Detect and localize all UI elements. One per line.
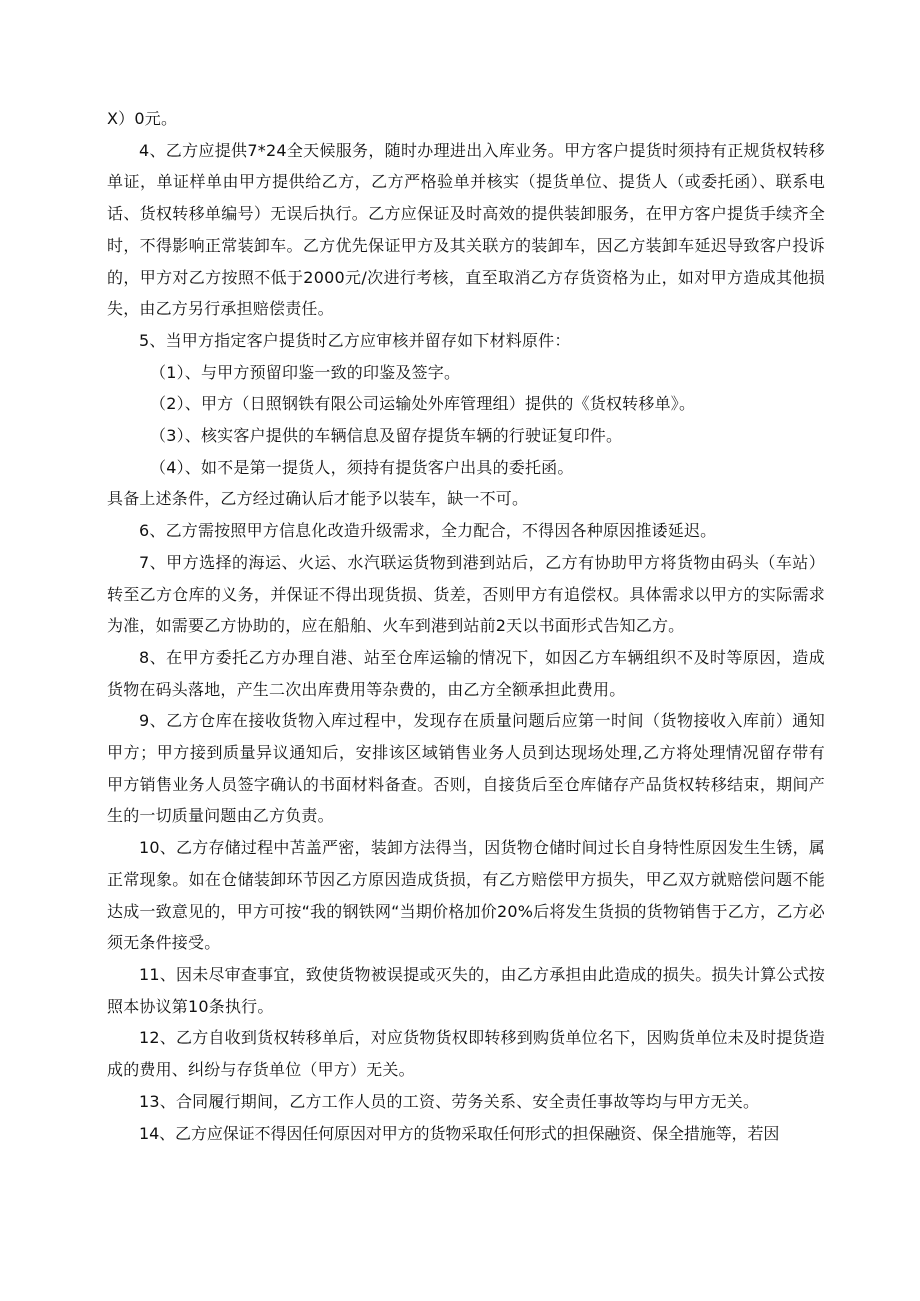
clause-13: 13、合同履行期间，乙方工作人员的工资、劳务关系、安全责任事故等均与甲方无关。 xyxy=(139,1091,760,1111)
paragraph-continuation: X）0元。 xyxy=(107,109,178,128)
clause-4: 4、乙方应提供7*24全天候服务，随时办理进出入库业务。甲方客户提货时须持有正规货权转移单证，单证样单由甲方提供给乙方，乙方严格验单并核实（提货单位、提货人（或委托函）、联系电话、货权转移单编号）无误后执行。乙方应保证及时高效的提供装卸服务，在甲方客户提货手续齐全时，不得影响正常装卸车。乙方优先保证甲方及其关联方的装卸车，因乙方装卸车延迟导致客户投诉的，甲方对乙方按照不低于2000元/次进行考核，直至取消乙方存货资格为止，如对甲方造成其他损失，由乙方另行承担赔偿责任。 xyxy=(107,140,825,319)
clause-5-item-1: （1）、与甲方预留印鉴一致的印鉴及签字。 xyxy=(150,362,461,382)
clause-14: 14、乙方应保证不得因任何原因对甲方的货物采取任何形式的担保融资、保全措施等，若因 xyxy=(139,1123,780,1143)
clause-7: 7、甲方选择的海运、火运、水汽联运货物到港到站后，乙方有协助甲方将货物由码头（车站）转至乙方仓库的义务，并保证不得出现货损、货差，否则甲方有追偿权。具体需求以甲方的实际需求为准，如需要乙方协助的，应在船舶、火车到港到站前2天以书面形式告知乙方。 xyxy=(107,552,825,636)
clause-10: 10、乙方存储过程中苫盖严密，装卸方法得当，因货物仓储时间过长自身特性原因发生生锈，属正常现象。如在仓储装卸环节因乙方原因造成货损，有乙方赔偿甲方损失，甲乙双方就赔偿问题不能达成一致意见的，甲方可按“我的钢铁网“当期价格加价20%后将发生货损的货物销售于乙方，乙方必须无条件接受。 xyxy=(107,838,825,953)
clause-5-summary: 具备上述条件，乙方经过确认后才能予以装车，缺一不可。 xyxy=(107,489,529,509)
clause-5-item-3: （3）、核实客户提供的车辆信息及留存提货车辆的行驶证复印件。 xyxy=(150,426,623,446)
clause-9: 9、乙方仓库在接收货物入库过程中，发现存在质量问题后应第一时间（货物接收入库前）通知甲方；甲方接到质量异议通知后，安排该区域销售业务人员到达现场处理,乙方将处理情况留存带有甲方销售业务人员签字确认的书面材料备查。否则，自接货后至仓库储存产品货权转移结束，期间产生的一切质量问题由乙方负责。 xyxy=(107,711,825,826)
clause-5-item-4: （4）、如不是第一提货人，须持有提货客户出具的委托函。 xyxy=(150,457,574,477)
clause-5: 5、当甲方指定客户提货时乙方应审核并留存如下材料原件： xyxy=(139,330,571,350)
clause-6: 6、乙方需按照甲方信息化改造升级需求，全力配合，不得因各种原因推诿延迟。 xyxy=(139,521,717,541)
clause-8: 8、在甲方委托乙方办理自港、站至仓库运输的情况下，如因乙方车辆组织不及时等原因，造成货物在码头落地，产生二次出库费用等杂费的，由乙方全额承担此费用。 xyxy=(107,647,825,699)
clause-11: 11、因未尽审查事宜，致使货物被误提或灭失的，由乙方承担由此造成的损失。损失计算公式按照本协议第10条执行。 xyxy=(107,964,825,1016)
document-body xyxy=(107,103,825,1149)
clause-5-item-2: （2）、甲方（日照钢铁有限公司运输处外库管理组）提供的《货权转移单》。 xyxy=(150,394,696,414)
clause-12: 12、乙方自收到货权转移单后，对应货物货权即转移到购货单位名下，因购货单位未及时提货造成的费用、纠纷与存货单位（甲方）无关。 xyxy=(107,1028,825,1080)
